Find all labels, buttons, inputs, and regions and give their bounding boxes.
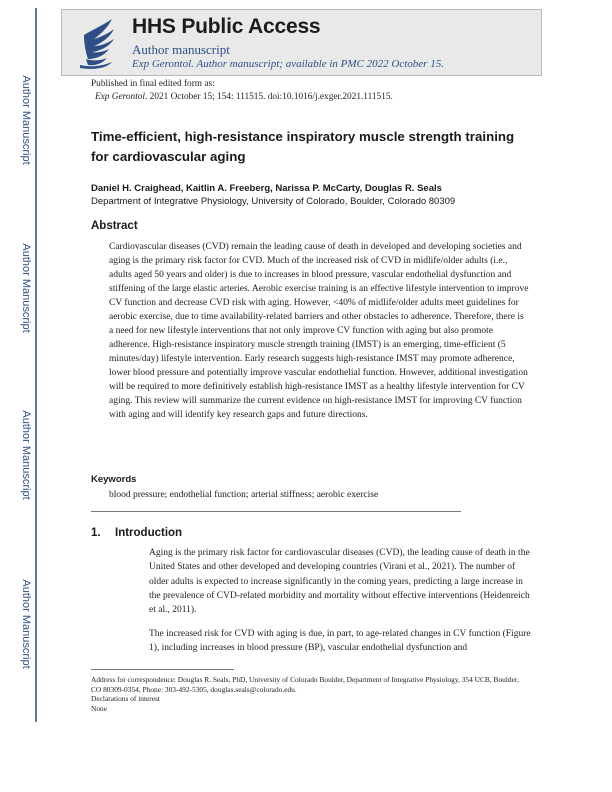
sidebar-label-author-manuscript — [19, 236, 33, 340]
abstract-heading: Abstract — [91, 220, 138, 232]
declarations-heading: Declarations of interest — [91, 694, 160, 704]
author-manuscript-subtitle: Author manuscript — [132, 42, 230, 57]
article-title: Time-efficient, high-resistance inspiratory muscle strength training for cardiovascular aging — [91, 129, 515, 164]
footnote-rule — [91, 669, 234, 670]
footnotes — [91, 675, 531, 713]
sidebar-label-text: Author Manuscript — [20, 243, 32, 333]
section-number: 1. — [91, 527, 101, 539]
sidebar-rule — [35, 8, 37, 722]
introduction-paragraph-2: The increased risk for CVD with aging is due, in part, to age-related changes in CV function (Figure 1), including increases in blood pressure (BP), vascular endothelial dysfunction and — [149, 629, 531, 654]
sidebar-label-text: Author Manuscript — [20, 75, 32, 165]
journal-name: Exp Gerontol — [132, 58, 192, 70]
sidebar-label-author-manuscript — [19, 403, 33, 507]
hhs-eagle-logo-icon — [76, 15, 126, 70]
introduction-heading — [91, 527, 182, 539]
correspondence-note: Address for correspondence: Douglas R. Seals, PhD, University of Colorado Boulder, Department of Integrative Physiology, 354 UCB, Boulder, CO 80309-0354, Phone: 303-492-5305, douglas.seals@colorado.edu. — [91, 675, 519, 694]
keywords-text: blood pressure; endothelial function; arterial stiffness; aerobic exercise — [109, 490, 379, 500]
section-divider — [91, 511, 461, 512]
introduction-paragraph-1: Aging is the primary risk factor for cardiovascular diseases (CVD), the leading cause of death in the United States and other developed and developing countries (Virani et al., 2021). The number of older adults is expected to increase significantly in the coming years, predicting a large increase in the prevalence of CVD-related morbidity and mortality without effective interventions (Heidenreich et al., 2011). — [149, 548, 530, 616]
citation-journal: Exp Gerontol — [95, 92, 146, 102]
hhs-title: HHS Public Access — [132, 15, 321, 38]
author-list: Daniel H. Craighead, Kaitlin A. Freeberg, Narissa P. McCarty, Douglas R. Seals — [91, 183, 442, 194]
sidebar-label-text: Author Manuscript — [20, 579, 32, 669]
citation-line — [95, 92, 393, 102]
citation-details: . 2021 October 15; 154: 111515. doi:10.1016/j.exger.2021.111515. — [145, 92, 393, 102]
section-title: Introduction — [115, 527, 183, 539]
affiliation: Department of Integrative Physiology, University of Colorado, Boulder, Colorado 80309 — [91, 196, 456, 207]
availability-line — [132, 58, 444, 70]
sidebar-label-text: Author Manuscript — [20, 410, 32, 500]
declarations-text: None — [91, 703, 108, 713]
sidebar-label-author-manuscript — [19, 572, 33, 676]
sidebar-label-author-manuscript — [19, 68, 33, 172]
published-in-label: Published in final edited form as: — [91, 79, 215, 89]
availability-text: . Author manuscript; available in PMC 2022 October 15. — [191, 58, 444, 70]
abstract-text: Cardiovascular diseases (CVD) remain the leading cause of death in developed and developing societies and aging is the primary risk factor for CVD. Much of the increased risk of CVD in midlife/older adults (i.e., adults aged 50 years and older) is due to increases in blood pressure, vascular endothelial dysfunction and stiffening of the large elastic arteries. Aerobic exercise training is an effective lifestyle intervention to improve CV function and decrease CVD risk with aging. However, <40% of midlife/older adults meet guidelines for aerobic exercise, due to time availability-related barriers and other obstacles to adherence. Therefore, there is a need for new lifestyle interventions that not only improve CV function with aging but also promote adherence. High-resistance inspiratory muscle strength training (IMST) is an emerging, time-efficient (5 minutes/day) lifestyle intervention. Early research suggests high-resistance IMST may promote adherence, lower blood pressure and potentially improve vascular endothelial function. However, additional investigation will be required to more definitively establish high-resistance IMST as a healthy lifestyle intervention for CV aging. This review will summarize the current evidence on high-resistance IMST for improving CV function with aging and will identify key research gaps and future directions. — [109, 242, 529, 420]
keywords-heading: Keywords — [91, 474, 137, 485]
